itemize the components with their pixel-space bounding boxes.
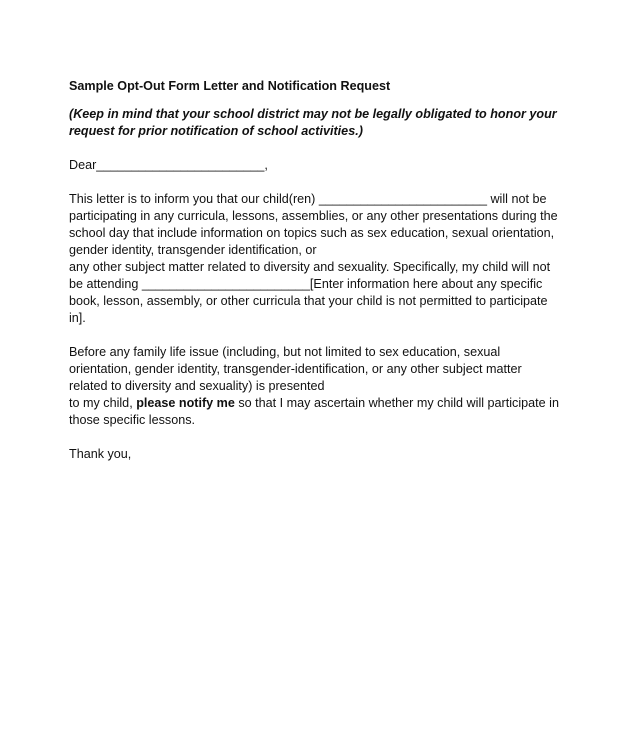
paragraph-line: related to diversity and sexuality) is presented	[69, 379, 325, 393]
disclaimer-note	[69, 106, 569, 140]
paragraph-line: be attending ________________________[Enter information here about any specific	[69, 277, 543, 291]
paragraph-line: Before any family life issue (including, but not limited to sex education, sexual	[69, 345, 501, 359]
paragraph-line: This letter is to inform you that our child(ren) ________________________ will not be	[69, 192, 547, 206]
paragraph-opt-out	[69, 191, 569, 327]
paragraph-line: in].	[69, 311, 86, 325]
disclaimer-line: request for prior notification of school activities.)	[69, 124, 363, 138]
text-run: so that I may ascertain whether my child will participate in	[234, 396, 559, 410]
paragraph-line: any other subject matter related to diversity and sexuality. Specifically, my child will not	[69, 260, 551, 274]
letter-page	[69, 78, 569, 480]
paragraph-line: orientation, gender identity, transgender-identification, or any other subject matter	[69, 362, 522, 376]
closing: Thank you,	[69, 447, 132, 461]
paragraph-line: gender identity, transgender identification, or	[69, 243, 317, 257]
paragraph-line: participating in any curricula, lessons, assemblies, or any other presentations during the	[69, 209, 558, 223]
text-run: to my child,	[69, 396, 137, 410]
salutation: Dear________________________,	[69, 158, 268, 172]
emphasis-notify: please notify me	[136, 396, 235, 410]
letter-title: Sample Opt-Out Form Letter and Notification Request	[69, 79, 391, 93]
paragraph-line-mixed	[69, 395, 569, 412]
disclaimer-line: (Keep in mind that your school district may not be legally obligated to honor your	[69, 107, 557, 121]
paragraph-line: school day that include information on topics such as sex education, sexual orientation,	[69, 226, 555, 240]
paragraph-notification	[69, 344, 569, 429]
paragraph-line: book, lesson, assembly, or other curricula that your child is not permitted to participate	[69, 294, 548, 308]
paragraph-line: those specific lessons.	[69, 413, 195, 427]
